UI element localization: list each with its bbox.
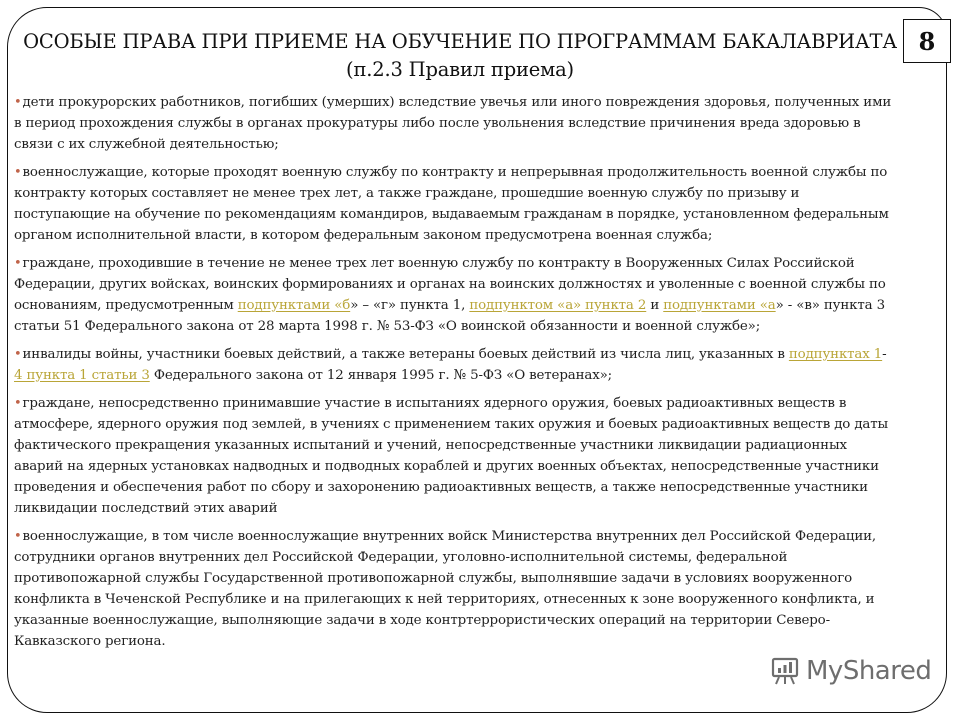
page-number-badge: 8 xyxy=(903,19,951,63)
list-item-conflict-servicemen xyxy=(14,526,894,652)
item-text: » - «в» пункта 3 статьи 51 Федерального закона от 28 марта 1998 г. № 53-ФЗ «О воинской обязанности и военной службе»; xyxy=(14,298,885,334)
link-point-1-article-3[interactable]: 4 пункта 1 статьи 3 xyxy=(14,368,150,383)
item-text: дети прокурорских работников, погибших (умерших) вследствие увечья или иного повреждения здоровья, полученных ими в период прохождения службы в органах прокуратуры либо после увольнения вследствие причинения вреда здоровью в связи с их служебной деятельностью; xyxy=(14,95,892,152)
bullet-list xyxy=(14,92,894,659)
link-subparagraphs-a[interactable]: подпунктами «а xyxy=(663,298,776,313)
link-subparagraphs-b[interactable]: подпунктами «б xyxy=(237,298,351,313)
item-text: военнослужащие, в том числе военнослужащие внутренних войск Министерства внутренних дел Российской Федерации, сотрудники органов внутренних дел Российской Федерации, уголовно-исполнительной системы, федеральной противопожарной службы Государственной противопожарной службы, выполнявшие задачи в условиях вооруженного конфликта в Чеченской Республике и на прилегающих к ней территориях, отнесенных к зоне вооруженного конфликта, и указанные военнослужащие, выполняющие задачи в ходе контртеррористических операций на территории Северо-Кавказского региона. xyxy=(14,529,877,649)
bullet-icon: • xyxy=(14,256,22,271)
presentation-chart-icon xyxy=(770,656,800,686)
watermark xyxy=(770,656,931,686)
item-text: инвалиды войны, участники боевых действий, а также ветераны боевых действий из числа лиц, указанных в xyxy=(22,347,789,362)
link-subparagraphs-1[interactable]: подпунктах 1 xyxy=(788,347,883,362)
list-item-nuclear-tests-participants xyxy=(14,393,894,519)
slide-title xyxy=(20,28,900,84)
item-text: граждане, проходившие в течение не менее трех лет военную службу по контракту в Вооруженных Силах Российской Федерации, других войсках, воинских формированиях и органах на воинских должностях и уволенные с военной службы по основаниям, предусмотренным xyxy=(14,256,886,313)
bullet-icon: • xyxy=(14,165,22,180)
list-item-contract-servicemen xyxy=(14,162,894,246)
link-subparagraph-a-point-2[interactable]: подпунктом «а» пункта 2 xyxy=(469,298,647,313)
title-line-1: ОСОБЫЕ ПРАВА ПРИ ПРИЕМЕ НА ОБУЧЕНИЕ ПО ПРОГРАММАМ БАКАЛАВРИАТА xyxy=(23,30,897,53)
list-item-war-veterans xyxy=(14,344,894,386)
item-text: - xyxy=(882,347,887,362)
bullet-icon: • xyxy=(14,396,22,411)
bullet-icon: • xyxy=(14,529,22,544)
item-text: военнослужащие, которые проходят военную службу по контракту и непрерывная продолжительность военной службы по контракту которых составляет не менее трех лет, а также граждане, прошедшие военную службу по призыву и поступающие на обучение по рекомендациям командиров, выдаваемым гражданам в порядке, установленном федеральным органом исполнительной власти, в котором федеральным законом предусмотрена военная служба; xyxy=(14,165,889,243)
item-text: и xyxy=(646,298,664,313)
bullet-icon: • xyxy=(14,347,22,362)
title-line-2: (п.2.3 Правил приема) xyxy=(346,58,574,81)
item-text: Федерального закона от 12 января 1995 г. № 5-ФЗ «О ветеранах»; xyxy=(149,368,613,383)
watermark-text: MyShared xyxy=(806,656,932,686)
list-item-prosecutor-children xyxy=(14,92,894,155)
bullet-icon: • xyxy=(14,95,22,110)
item-text: граждане, непосредственно принимавшие участие в испытаниях ядерного оружия, боевых радиоактивных веществ в атмосфере, ядерного оружия под землей, в учениях с применением таких оружия и боевых радиоактивных веществ до даты фактического прекращения указанных испытаний и учений, непосредственные участники ликвидации радиационных аварий на ядерных установках надводных и подводных кораблей и других военных объектах, непосредственные участники проведения и обеспечения работ по сбору и захоронению радиоактивных веществ, а также непосредственные участники ликвидации последствий этих аварий xyxy=(14,396,889,516)
item-text: » – «г» пункта 1, xyxy=(350,298,470,313)
list-item-discharged-citizens xyxy=(14,253,894,337)
